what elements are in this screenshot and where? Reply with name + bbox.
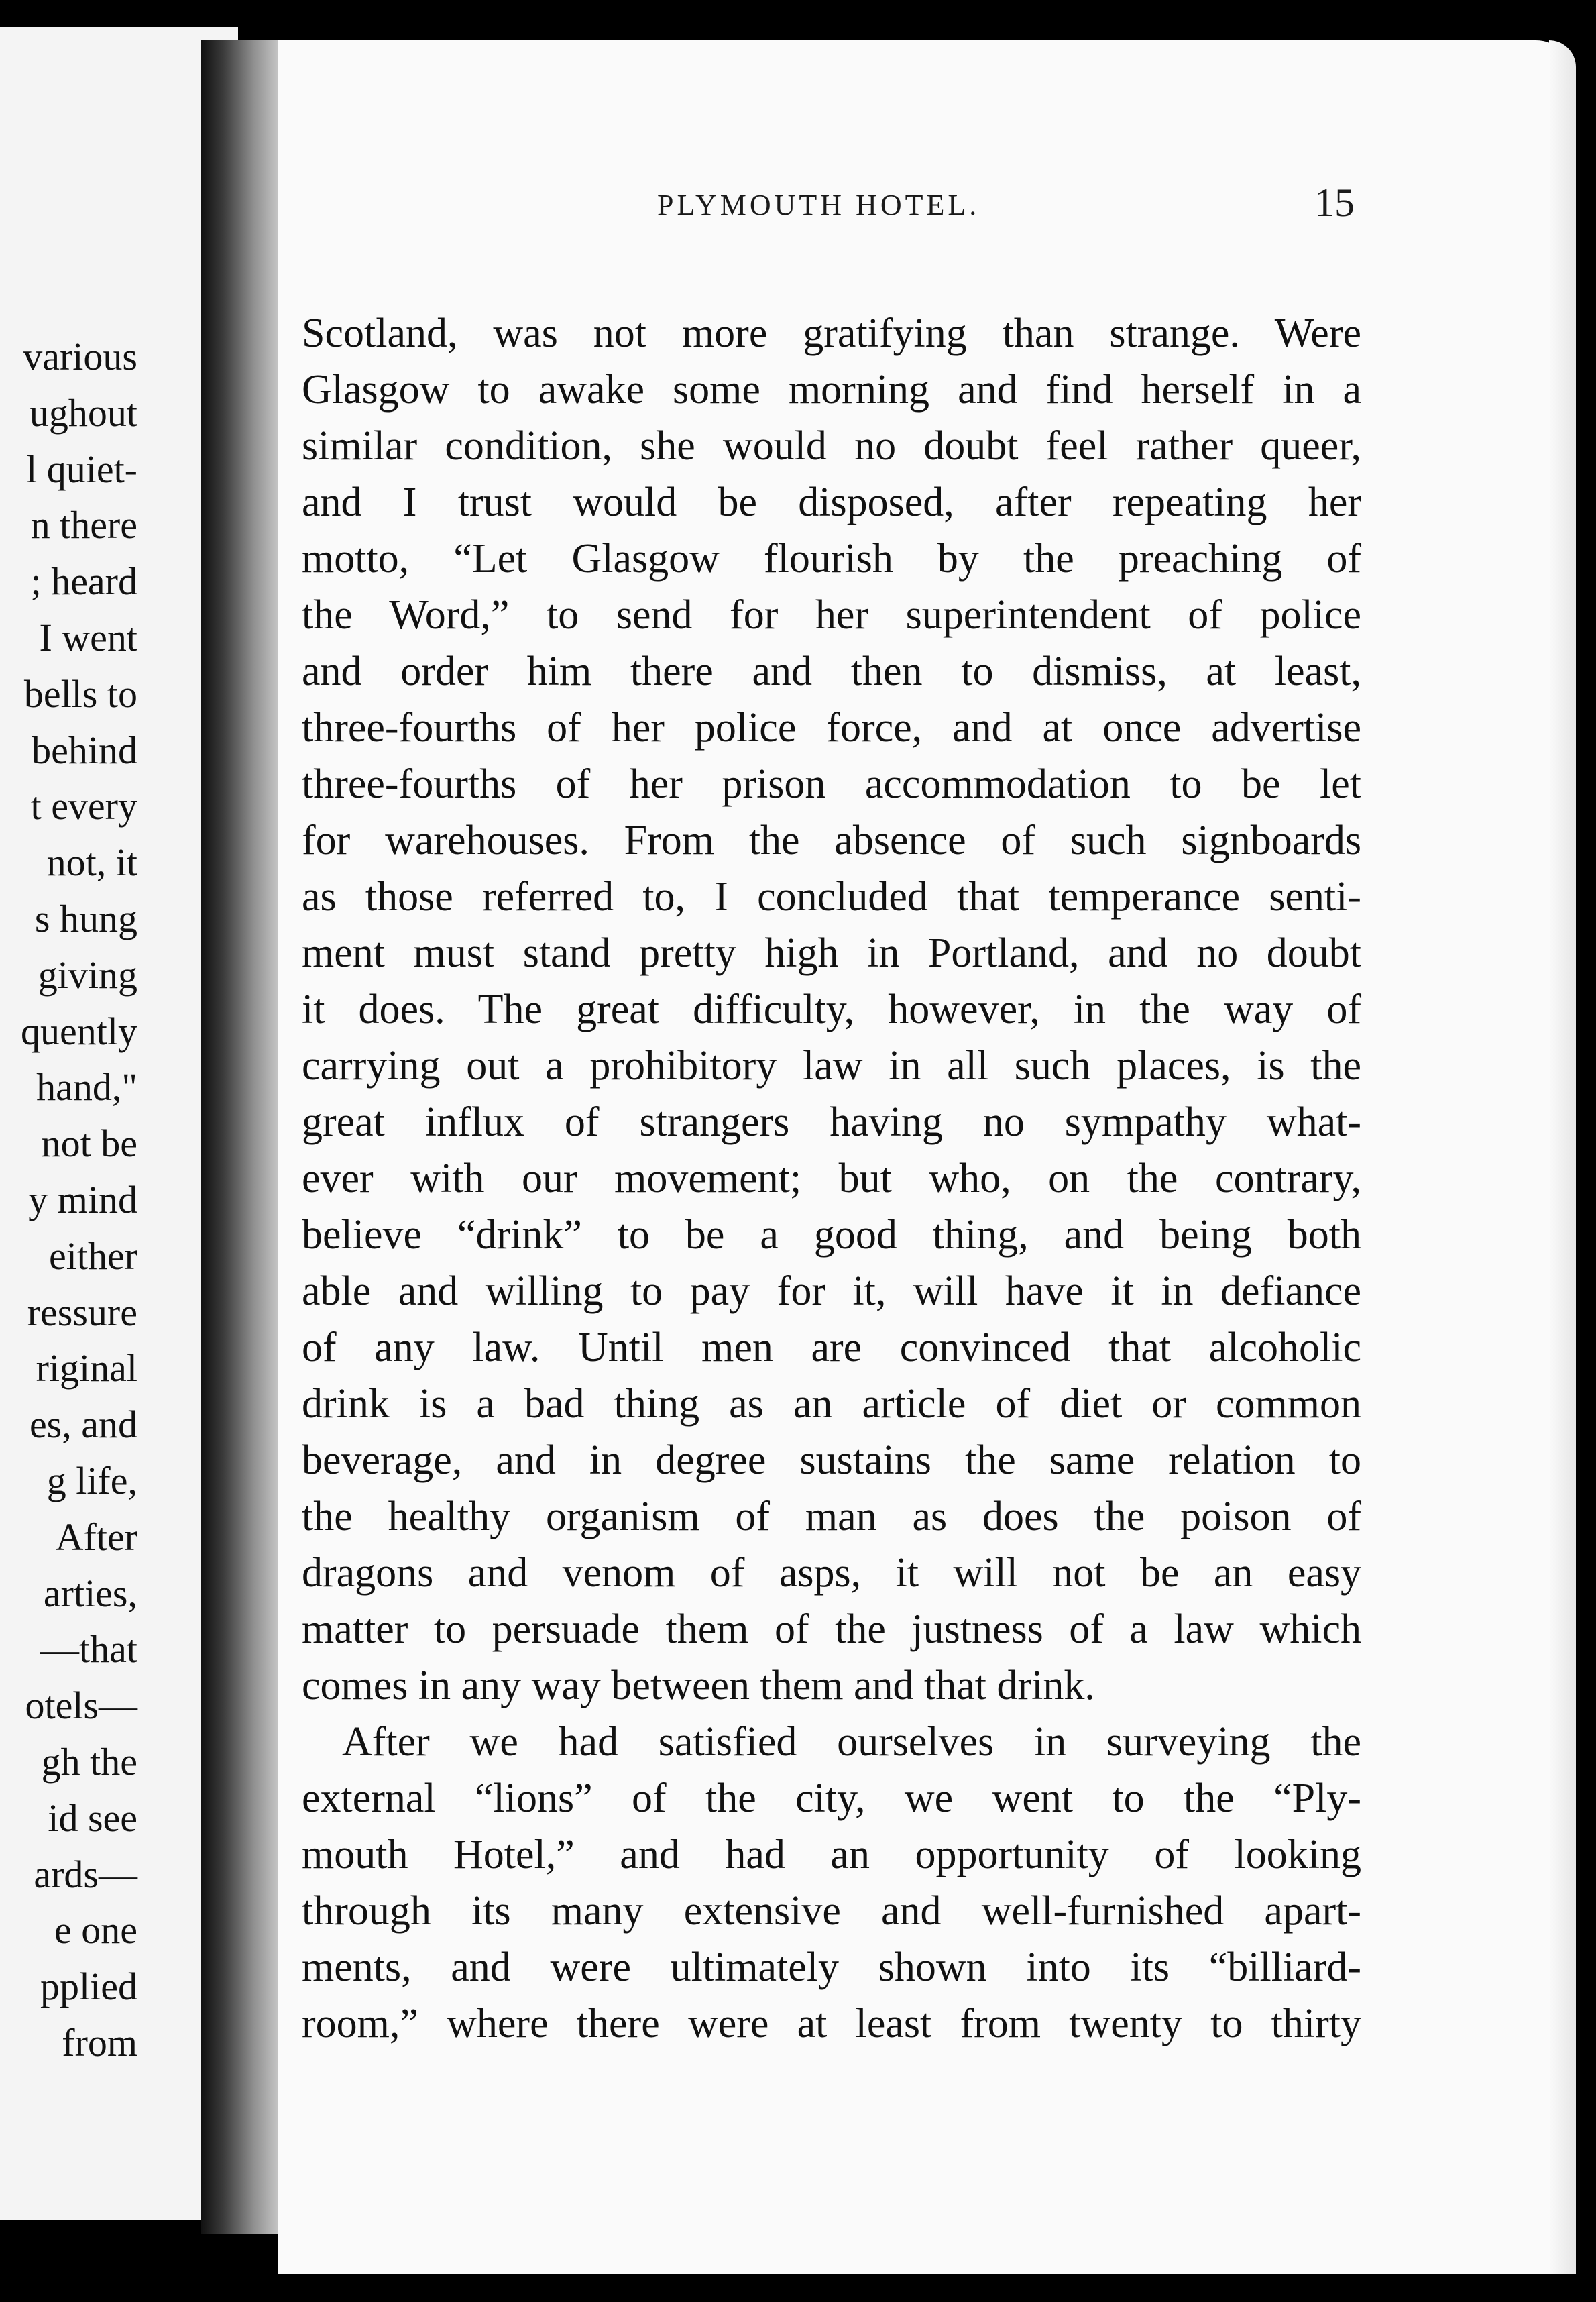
text-line: of any law. Until men are convinced that alcoholic [302, 1325, 1361, 1370]
facing-line: riginal [36, 1346, 137, 1390]
facing-line: —that [40, 1627, 137, 1671]
text-line: similar condition, she would no doubt feel rather queer, [302, 423, 1361, 469]
text-line: it does. The great difficulty, however, in the way of [302, 987, 1361, 1032]
facing-line: quently [21, 1009, 137, 1053]
facing-line: ; heard [30, 559, 137, 604]
facing-line: s hung [34, 896, 137, 940]
text-line: and I trust would be disposed, after repeating her [302, 480, 1361, 525]
facing-line: n there [30, 503, 137, 547]
text-line: After we had satisfied ourselves in surveying the [342, 1719, 1361, 1765]
text-line: three-fourths of her police force, and at once advertise [302, 705, 1361, 751]
book-gutter [201, 40, 288, 2234]
text-line: external “lions” of the city, we went to the “Ply- [302, 1775, 1361, 1821]
text-line: for warehouses. From the absence of such signboards [302, 818, 1361, 863]
facing-line: bells to [23, 671, 137, 716]
text-line: carrying out a prohibitory law in all such places, is the [302, 1043, 1361, 1089]
facing-line: y mind [28, 1177, 137, 1221]
page-number: 15 [1314, 180, 1355, 225]
facing-line: pplied [40, 1965, 137, 2009]
facing-line: After [55, 1515, 137, 1559]
facing-line: not, it [46, 840, 137, 885]
text-line: three-fourths of her prison accommodation to be let [302, 761, 1361, 807]
text-line: room,” where there were at least from twenty to thirty [302, 2001, 1361, 2046]
text-line: ments, and were ultimately shown into its “billiard- [302, 1944, 1361, 1990]
facing-line: not be [41, 1121, 137, 1166]
facing-line: otels— [25, 1684, 137, 1728]
text-line: motto, “Let Glasgow flourish by the preaching of [302, 536, 1361, 582]
text-line: as those referred to, I concluded that temperance senti- [302, 874, 1361, 920]
facing-line: e one [54, 1908, 137, 1953]
text-line: matter to persuade them of the justness of a law which [302, 1606, 1361, 1652]
text-line: and order him there and then to dismiss, at least, [302, 649, 1361, 694]
body-text [302, 305, 1361, 2052]
text-line: mouth Hotel,” and had an opportunity of looking [302, 1832, 1361, 1877]
facing-line: I went [39, 615, 137, 659]
paragraph [302, 1714, 1361, 2052]
facing-line: gh the [41, 1739, 137, 1784]
text-line: the healthy organism of man as does the poison of [302, 1494, 1361, 1539]
facing-line: from [62, 2020, 137, 2065]
facing-line: ressure [27, 1290, 137, 1334]
facing-page-text [0, 329, 137, 2071]
text-line: the Word,” to send for her superintendent of police [302, 592, 1361, 638]
facing-line: ughout [29, 390, 137, 435]
text-line: beverage, and in degree sustains the same relation to [302, 1437, 1361, 1483]
text-line: Scotland, was not more gratifying than strange. Were [302, 311, 1361, 356]
facing-line: various [23, 335, 137, 378]
facing-line: id see [48, 1796, 137, 1840]
text-line: Glasgow to awake some morning and find herself in a [302, 367, 1361, 413]
text-line: ever with our movement; but who, on the contrary, [302, 1156, 1361, 1201]
facing-line: hand," [36, 1065, 137, 1109]
text-line: drink is a bad thing as an article of diet or common [302, 1381, 1361, 1427]
facing-line: behind [32, 728, 137, 772]
facing-line: giving [38, 952, 137, 997]
facing-line: arties, [43, 1571, 137, 1615]
text-line: great influx of strangers having no sympathy what- [302, 1099, 1361, 1145]
facing-line: es, and [29, 1403, 137, 1447]
facing-line: t every [30, 784, 137, 828]
text-line: ment must stand pretty high in Portland, and no doubt [302, 930, 1361, 976]
text-line: comes in any way between them and that drink. [302, 1663, 1095, 1708]
text-line: believe “drink” to be a good thing, and being both [302, 1212, 1361, 1258]
facing-line: l quiet- [26, 447, 137, 491]
facing-line: ards— [34, 1852, 137, 1896]
running-head: PLYMOUTH HOTEL. [657, 188, 980, 221]
text-line: able and willing to pay for it, will have it in defiance [302, 1268, 1361, 1314]
text-line: dragons and venom of asps, it will not be an easy [302, 1550, 1361, 1596]
text-line: through its many extensive and well-furnished apart- [302, 1888, 1361, 1934]
paragraph [302, 305, 1361, 1714]
facing-line: g life, [46, 1458, 137, 1502]
facing-line: either [48, 1234, 137, 1278]
